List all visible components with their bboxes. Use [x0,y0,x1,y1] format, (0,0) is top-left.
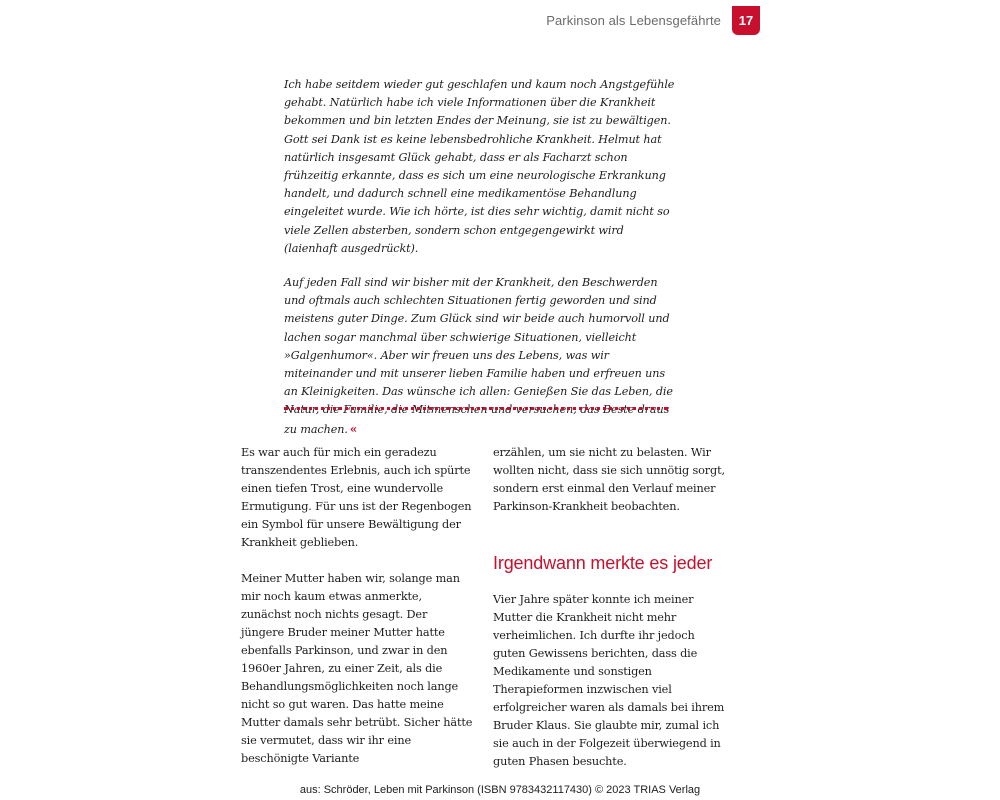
body-paragraph: Vier Jahre später konnte ich meiner Mutter die Krankheit nicht mehr verheimlichen. Ich durfte ihr jedoch guten Gewissens berichten, dass die Medikamente und sonstigen Therapieformen inzwischen viel erfolgreicher waren als damals bei ihrem Bruder Klaus. Sie glaubte mir, zumal ich sie auch in der Folgezeit überwiegend in guten Phasen besuchte. [493,593,725,768]
body-paragraph: Meiner Mutter haben wir, solange man mir noch kaum etwas anmerkte, zunächst noch nichts gesagt. Der jüngere Bruder meiner Mutter hatte ebenfalls Parkinson, und zwar in den 1960er Jahren, zu einer Zeit, als die Behandlungsmöglichkeiten noch lange nicht so gut waren. Das hatte meine Mutter damals sehr betrübt. Sicher hätte sie vermutet, dass wir ihr eine beschönigte Variante [241,572,473,765]
dotted-divider [284,407,668,410]
body-paragraph: Es war auch für mich ein geradezu transzendentes Erlebnis, auch ich spürte einen tiefen Trost, eine wundervolle Ermutigung. Für uns ist der Regenbogen ein Symbol für unsere Bewältigung der Krankheit geblieben. [241,446,472,549]
quote-block [284,76,678,439]
quote-paragraph-text: Auf jeden Fall sind wir bisher mit der Krankheit, den Beschwerden und oftmals auch schlechten Situationen fertig geworden und sind meistens guter Dinge. Zum Glück sind wir beide auch humorvoll und lachen sogar manchmal über schwierige Situationen, vielleicht »Galgenhumor«. Aber wir freuen uns des Lebens, was wir miteinander und mit unserer lieben Familie haben und erfreuen uns an Kleinigkeiten. Das wünsche ich allen: Genießen Sie das Leben, die Natur, die Familie, die Mitmenschen und versuchen, das Beste draus zu machen. [284,276,673,436]
section-heading: Irgendwann merkte es jeder [493,553,713,573]
right-text-column [493,444,725,771]
quote-end-mark: « [349,421,358,436]
quote-paragraph: Ich habe seitdem wieder gut geschlafen und kaum noch Angstgefühle gehabt. Natürlich habe ich viele Informationen über die Krankheit bekommen und bin letzten Endes der Meinung, sie ist zu bewältigen. Gott sei Dank ist es keine lebensbedrohliche Krankheit. Helmut hat natürlich insgesamt Glück gehabt, dass er als Facharzt schon frühzeitig erkannte, dass es sich um eine neurologische Erkrankung handelt, und dadurch schnell eine medikamentöse Behandlung eingeleitet wurde. Wie ich hörte, ist dies sehr wichtig, damit nicht so viele Zellen absterben, sondern schon entgegengewirkt wird (laienhaft ausgedrückt). [284,78,675,255]
running-head-title: Parkinson als Lebensgefährte [546,13,721,28]
source-footer: aus: Schröder, Leben mit Parkinson (ISBN 9783432117430) © 2023 TRIAS Verlag [299,784,701,796]
quote-paragraph [284,274,678,439]
left-text-column [241,444,473,768]
page-number-badge: 17 [732,6,760,35]
body-paragraph-continuation: erzählen, um sie nicht zu belasten. Wir wollten nicht, dass sie sich unnötig sorgt, sondern erst einmal den Verlauf meiner Parkinson-Krankheit beobachten. [493,446,725,513]
